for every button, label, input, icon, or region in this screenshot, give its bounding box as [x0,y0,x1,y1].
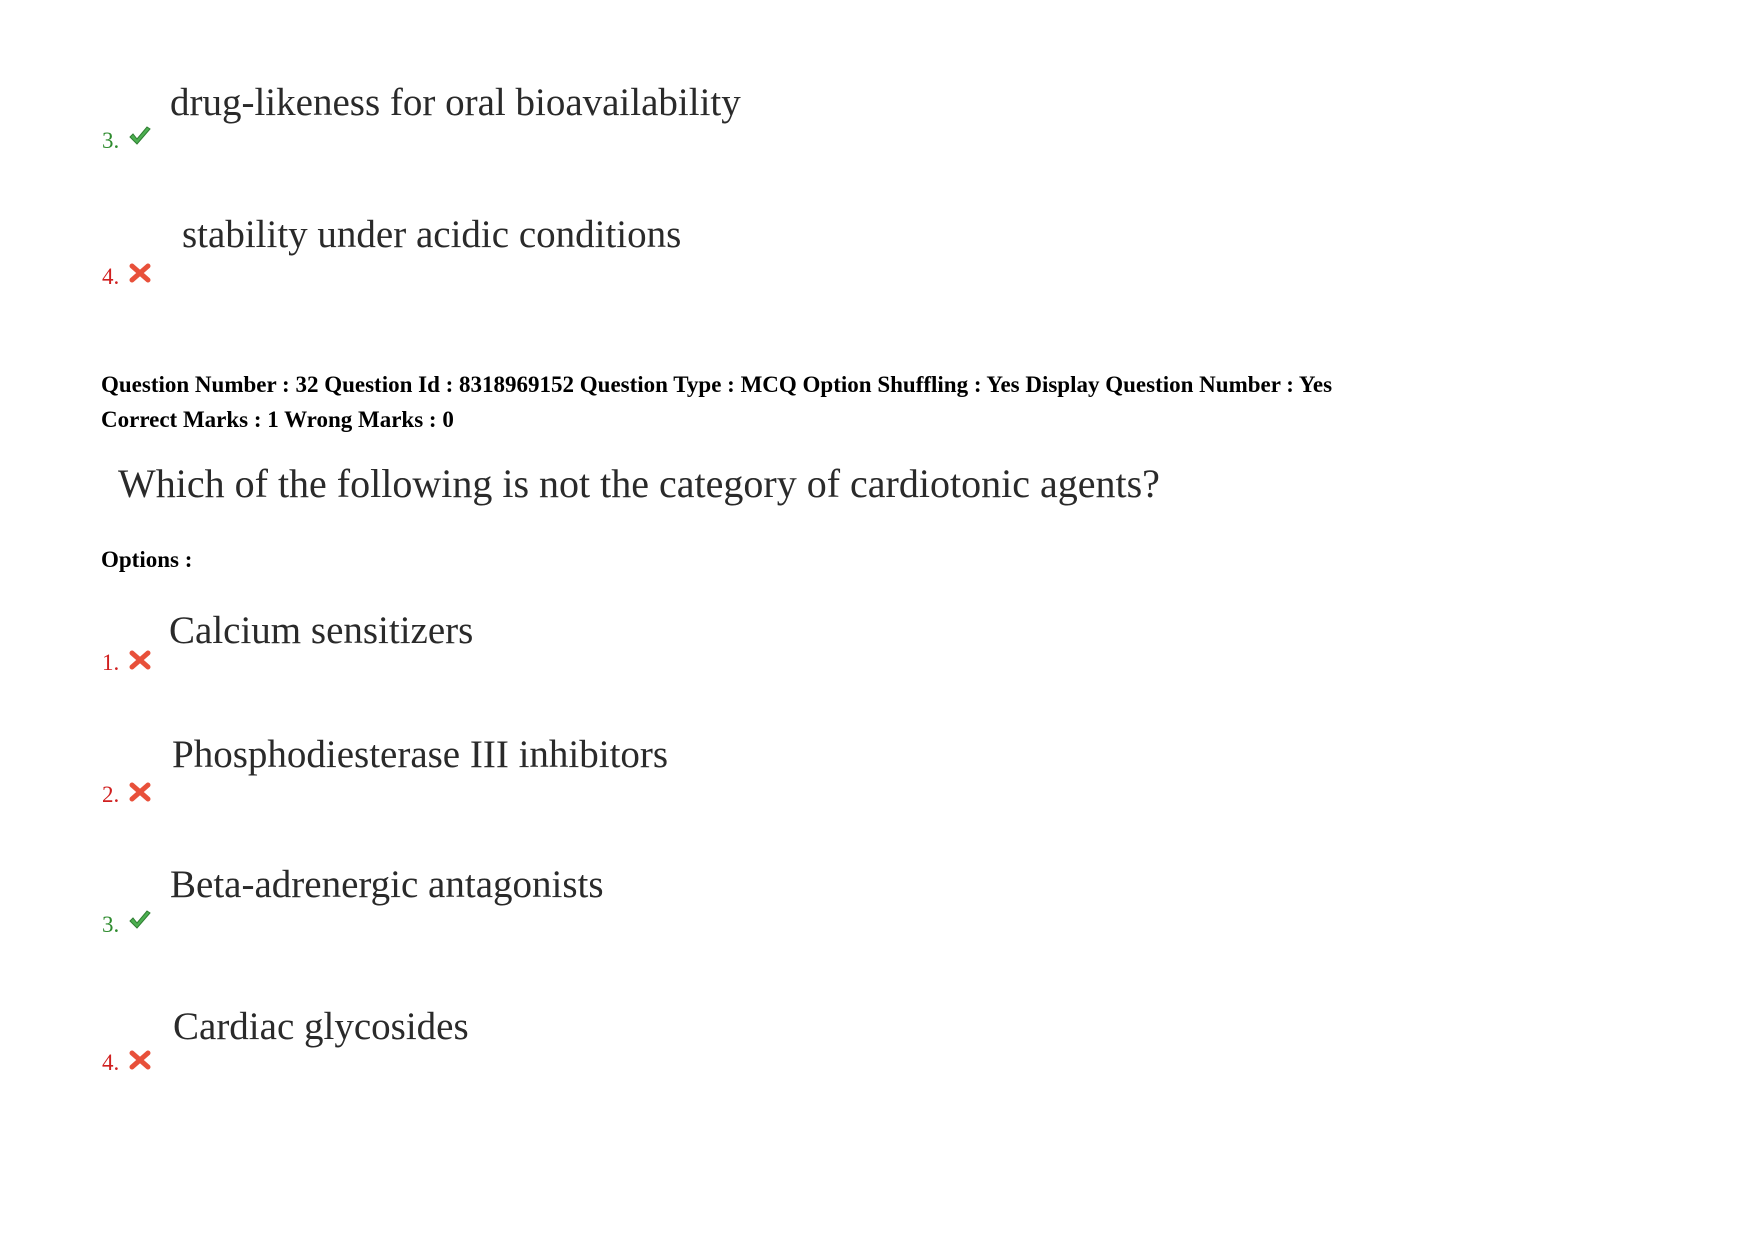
option-number: 3. [102,912,120,937]
option-2 [0,726,1754,846]
option-number: 3. [102,128,120,153]
prev-option-3 [0,70,1754,190]
option-text: Beta-adrenergic antagonists [170,863,604,906]
cross-icon [128,1049,152,1071]
question-meta-line-2: Correct Marks : 1 Wrong Marks : 0 [101,407,454,432]
prev-option-4 [0,206,1754,326]
cross-icon [128,781,152,803]
option-number: 4. [102,1050,120,1075]
question-meta-line-1: Question Number : 32 Question Id : 8318969152 Question Type : MCQ Option Shuffling : Yes Display Question Number : Yes [101,372,1333,397]
option-text: drug-likeness for oral bioavailability [170,81,741,124]
option-4 [0,998,1754,1118]
cross-icon [128,649,152,671]
option-text: stability under acidic conditions [182,213,682,256]
options-label: Options : [101,547,193,572]
option-number: 2. [102,782,120,807]
check-icon [128,909,152,931]
option-1 [0,600,1754,720]
check-icon [128,125,152,147]
option-text: Cardiac glycosides [173,1005,469,1048]
option-text: Calcium sensitizers [169,609,474,652]
option-number: 1. [102,650,120,675]
cross-icon [128,262,152,284]
option-number: 4. [102,264,120,289]
option-text: Phosphodiesterase III inhibitors [172,733,669,776]
question-text: Which of the following is not the category of cardiotonic agents? [118,461,1160,506]
option-3 [0,856,1754,976]
